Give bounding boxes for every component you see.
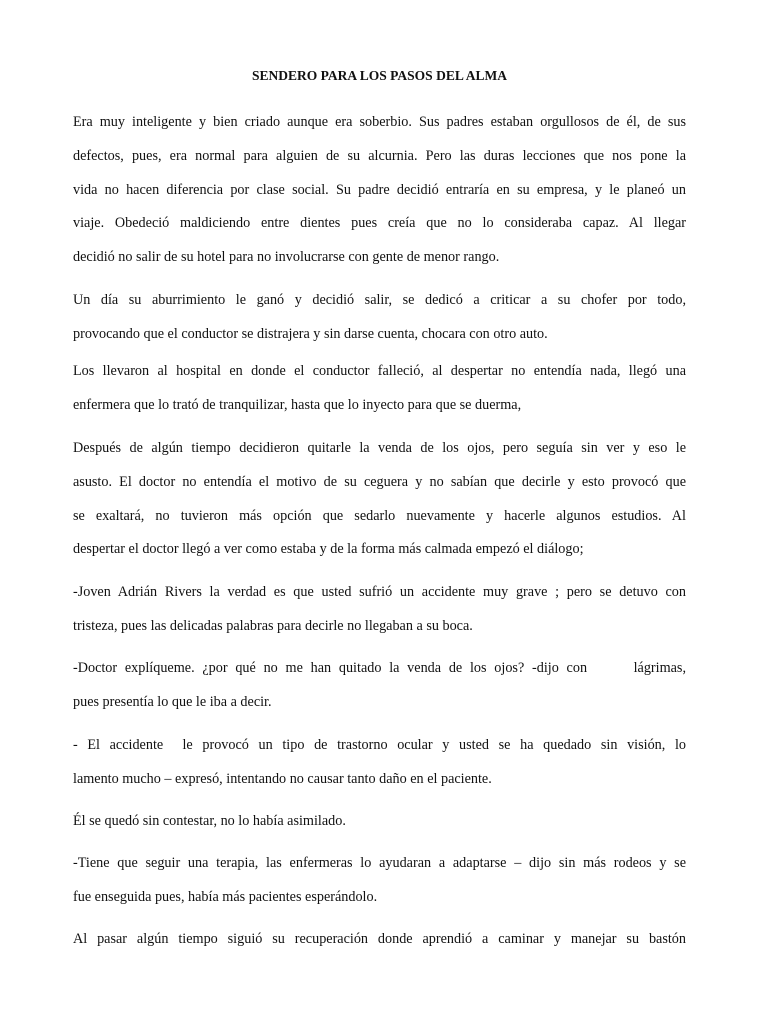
paragraph-7 — [73, 729, 686, 797]
paragraph-line: asusto. El doctor no entendía el motivo de su ceguera y no sabían que decirle y esto provocó que — [73, 473, 686, 490]
paragraph-line: pues presentía lo que le iba a decir. — [73, 693, 272, 710]
paragraph-line: Un día su aburrimiento le ganó y decidió salir, se dedicó a criticar a su chofer por todo, — [73, 292, 686, 308]
paragraph-6 — [73, 652, 686, 720]
paragraph-line: despertar el doctor llegó a ver como estaba y de la forma más calmada empezó el diálogo; — [73, 541, 584, 558]
paragraph-line: fue enseguida pues, había más pacientes esperándolo. — [73, 888, 378, 905]
paragraph-8 — [73, 805, 686, 839]
paragraph-line: decidió no salir de su hotel para no involucrarse con gente de menor rango. — [73, 249, 500, 266]
document-title: SENDERO PARA LOS PASOS DEL ALMA — [252, 68, 507, 83]
paragraph-line: Después de algún tiempo decidieron quitarle la venda de los ojos, pero seguía sin ver y eso le — [73, 440, 686, 456]
paragraph-line: Los llevaron al hospital en donde el conductor falleció, al despertar no entendía nada, llegó una — [73, 363, 686, 379]
paragraph-line: defectos, pues, era normal para alguien de su alcurnia. Pero las duras lecciones que nos pone la — [73, 147, 686, 164]
paragraph-line: -Tiene que seguir una terapia, las enfermeras lo ayudaran a adaptarse – dijo sin más rodeos y se — [73, 855, 686, 871]
paragraph-line: Era muy inteligente y bien criado aunque era soberbio. Sus padres estaban orgullosos de él, de sus — [73, 114, 686, 130]
paragraph-5 — [73, 576, 686, 644]
paragraph-4 — [73, 432, 686, 567]
paragraph-line: -Joven Adrián Rivers la verdad es que usted sufrió un accidente muy grave ; pero se detuvo con — [73, 584, 686, 600]
paragraph-line: -Doctor explíqueme. ¿por qué no me han quitado la venda de los ojos? -dijo con lágrimas, — [73, 660, 686, 676]
paragraph-line: provocando que el conductor se distrajera y sin darse cuenta, chocara con otro auto. — [73, 325, 548, 342]
paragraph-line: lamento mucho – expresó, intentando no causar tanto daño en el paciente. — [73, 770, 492, 787]
paragraph-1 — [73, 106, 686, 275]
paragraph-line: enfermera que lo trató de tranquilizar, hasta que lo inyecto para que se duerma, — [73, 396, 522, 413]
paragraph-line: - El accidente le provocó un tipo de trastorno ocular y usted se ha quedado sin visión, lo — [73, 737, 686, 753]
paragraph-line: vida no hacen diferencia por clase social. Su padre decidió entraría en su empresa, y le planeó un — [73, 181, 686, 198]
paragraph-2 — [73, 284, 686, 352]
paragraph-3 — [73, 355, 686, 423]
paragraph-line: tristeza, pues las delicadas palabras para decirle no llegaban a su boca. — [73, 617, 473, 634]
paragraph-line: Al pasar algún tiempo siguió su recuperación donde aprendió a caminar y manejar su bastón — [73, 931, 686, 947]
paragraph-9 — [73, 847, 686, 915]
paragraph-line: viaje. Obedeció maldiciendo entre dientes pues creía que no lo consideraba capaz. Al llegar — [73, 215, 686, 232]
paragraph-10 — [73, 923, 686, 957]
paragraph-line: Él se quedó sin contestar, no lo había asimilado. — [73, 813, 346, 829]
paragraph-line: se exaltará, no tuvieron más opción que sedarlo nuevamente y hacerle algunos estudios. Al — [73, 507, 686, 524]
